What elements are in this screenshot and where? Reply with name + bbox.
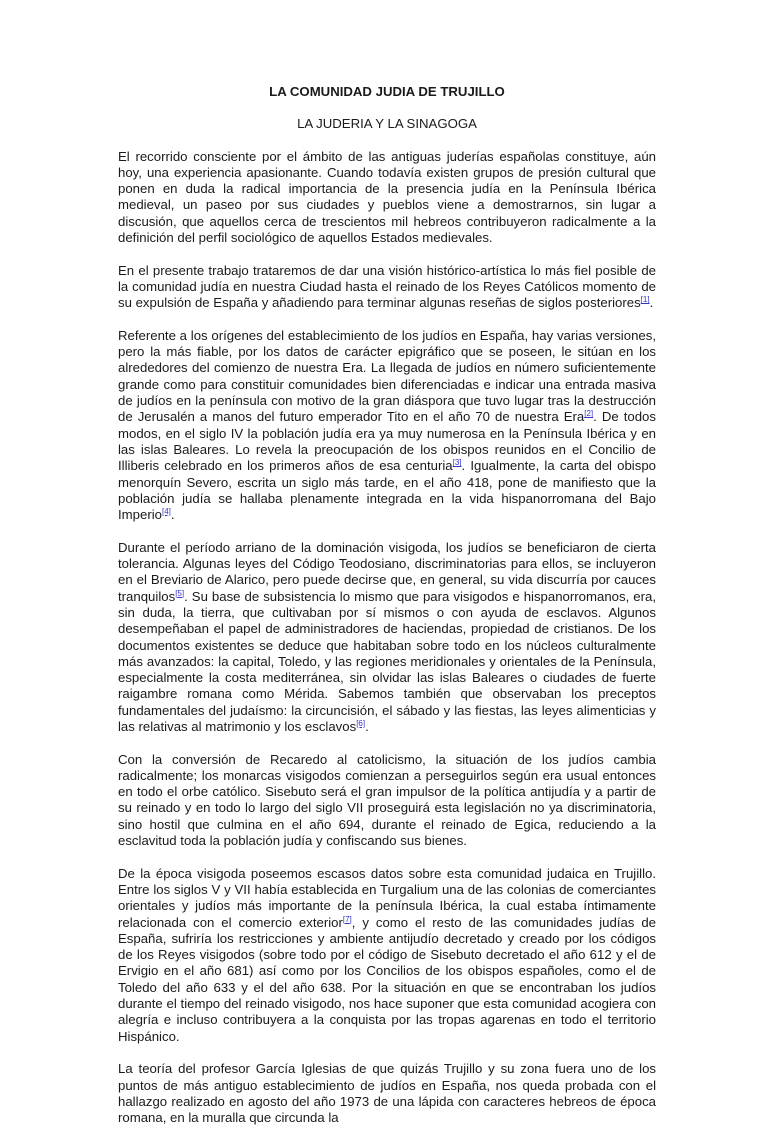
paragraph [118,540,656,736]
paragraph-text: . [170,507,175,523]
paragraph-text: Referente a los orígenes del establecimiento de los judíos en España, hay varias versiones, pero la más fiable, por los datos de carácter epigráfico que se poseen, le sitúan en los alrededores del comienzo de nuestra Era. La llegada de judíos en número suficientemente grande como para constituir comunidades bien diferenciadas e indicar una entrada masiva de judíos en la península con motivo de la gran diáspora que tuvo lugar tras la destrucción de Jerusalén a manos del futuro emperador Tito en el año 70 de nuestra Era [118,327,656,425]
paragraph [118,149,656,247]
paragraph-text: . Su base de subsistencia lo mismo que para visigodos e hispanorromanos, era, sin duda, la tierra, que cultivaban por sí mismos o con ayuda de esclavos. Algunos desempeñaban el papel de administradores de haciendas, propiedad de cristianos. De los documentos existentes se deduce que habitaban sobre todo en los núcleos culturalmente más avanzados: la capital, Toledo, y las regiones meridionales y orientales de la Península, especialmente la costa mediterránea, sin olvidar las islas Baleares o ciudades de fuerte raigambre romana como Mérida. Sabemos también que observaban los preceptos fundamentales del judaísmo: la circuncisión, el sábado y las fiestas, las leyes alimenticias y las relativas al matrimonio y los esclavos [118,588,656,734]
footnote-link[interactable]: [3] [452,458,462,468]
paragraph [118,866,656,1045]
document-title: LA COMUNIDAD JUDIA DE TRUJILLO [269,84,505,99]
document-page [118,84,656,1143]
paragraph-text: . [365,718,369,734]
footnote-link[interactable]: [4] [161,507,171,517]
paragraph [118,328,656,524]
document-subtitle: LA JUDERIA Y LA SINAGOGA [297,116,477,132]
footnote-link[interactable]: [2] [584,409,594,419]
footnote-link[interactable]: [1] [640,295,650,305]
paragraph-text: . De todos modos, en el siglo IV la población judía era ya muy numerosa en la Península Ibérica y en las islas Baleares. Lo revela la preocupación de los obispos reunidos en el Concilio de Illiberis celebrado en los primeros años de esa centuria [118,409,656,474]
paragraph [118,263,656,312]
footnote-link[interactable]: [5] [175,588,185,598]
document-body [118,149,656,1127]
paragraph-text: . [649,295,654,311]
paragraph-text: . Igualmente, la carta del obispo menorquín Severo, escrita un siglo más tarde, en el año 418, pone de manifiesto que la población judía se hallaba plenamente integrada en la vida hispanorromana del Bajo Imperio [118,458,656,523]
footnote-link[interactable]: [7] [342,914,352,924]
paragraph [118,752,656,850]
footnote-link[interactable]: [6] [356,718,366,728]
paragraph-text: El recorrido consciente por el ámbito de las antiguas juderías españolas constituye, aún hoy, una experiencia apasionante. Cuando todavía existen grupos de presión cultural que ponen en duda la radical importancia de la presencia judía en la Península Ibérica medieval, un paseo por sus ciudades y pueblos viene a demostrarnos, sin lugar a discusión, que aquellos cerca de trescientos mil hebreos contribuyeron radicalmente a la definición del perfil sociológico de aquellos Estados medievales. [118,148,656,246]
paragraph-text: La teoría del profesor García Iglesias de que quizás Trujillo y su zona fuera uno de los puntos de más antiguo establecimiento de judíos en España, nos queda probada con el hallazgo realizado en agosto del año 1973 de una lápida con caracteres hebreos de época romana, en la muralla que circunda la [118,1061,656,1126]
paragraph-text: En el presente trabajo trataremos de dar una visión histórico-artística lo más fiel posible de la comunidad judía en nuestra Ciudad hasta el reinado de los Reyes Católicos momento de su expulsión de España y añadiendo para terminar algunas reseñas de siglos posteriores [118,262,656,311]
paragraph-text: Con la conversión de Recaredo al catolicismo, la situación de los judíos cambia radicalmente; los monarcas visigodos comienzan a perseguirlos según era usual entonces en todo el orbe católico. Sisebuto será el gran impulsor de la política antijudía y a partir de su reinado y en todo lo largo del siglo VII proseguirá esta legislación no ya discriminatoria, sino hostil que culmina en el año 694, durante el reinado de Egica, reduciendo a la esclavitud toda la población judía y confiscando sus bienes. [118,751,656,849]
paragraph-text: De la época visigoda poseemos escasos datos sobre esta comunidad judaica en Trujillo. Entre los siglos V y VII había establecida en Turgalium una de las colonias de comerciantes orientales y judíos más importante de la península Ibérica, la cual estaba íntimamente relacionada con el comercio exterior [118,865,656,930]
paragraph-text: Durante el período arriano de la dominación visigoda, los judíos se beneficiaron de cierta tolerancia. Algunas leyes del Código Teodosiano, discriminatorias para ellos, se incluyeron en el Breviario de Alarico, pero puede decirse que, en general, su vida discurría por cauces tranquilos [118,539,656,604]
paragraph-text: , y como el resto de las comunidades judías de España, sufriría los restricciones y ambiente antijudío decretado y creado por los códigos de los Reyes visigodos (sobre todo por el código de Sisebuto decretado el año 612 y el de Ervigio en el año 681) así como por los Concilios de los obispos españoles, como el de Toledo del año 633 y el del año 638. Por la situación en que se encontraban los judíos durante el tiempo del reinado visigodo, nos hace suponer que esta comunidad acogiera con alegría e incluso contribuyera a la conquista por las tropas agarenas en todo el territorio Hispánico. [118,914,656,1044]
paragraph [118,1061,656,1126]
